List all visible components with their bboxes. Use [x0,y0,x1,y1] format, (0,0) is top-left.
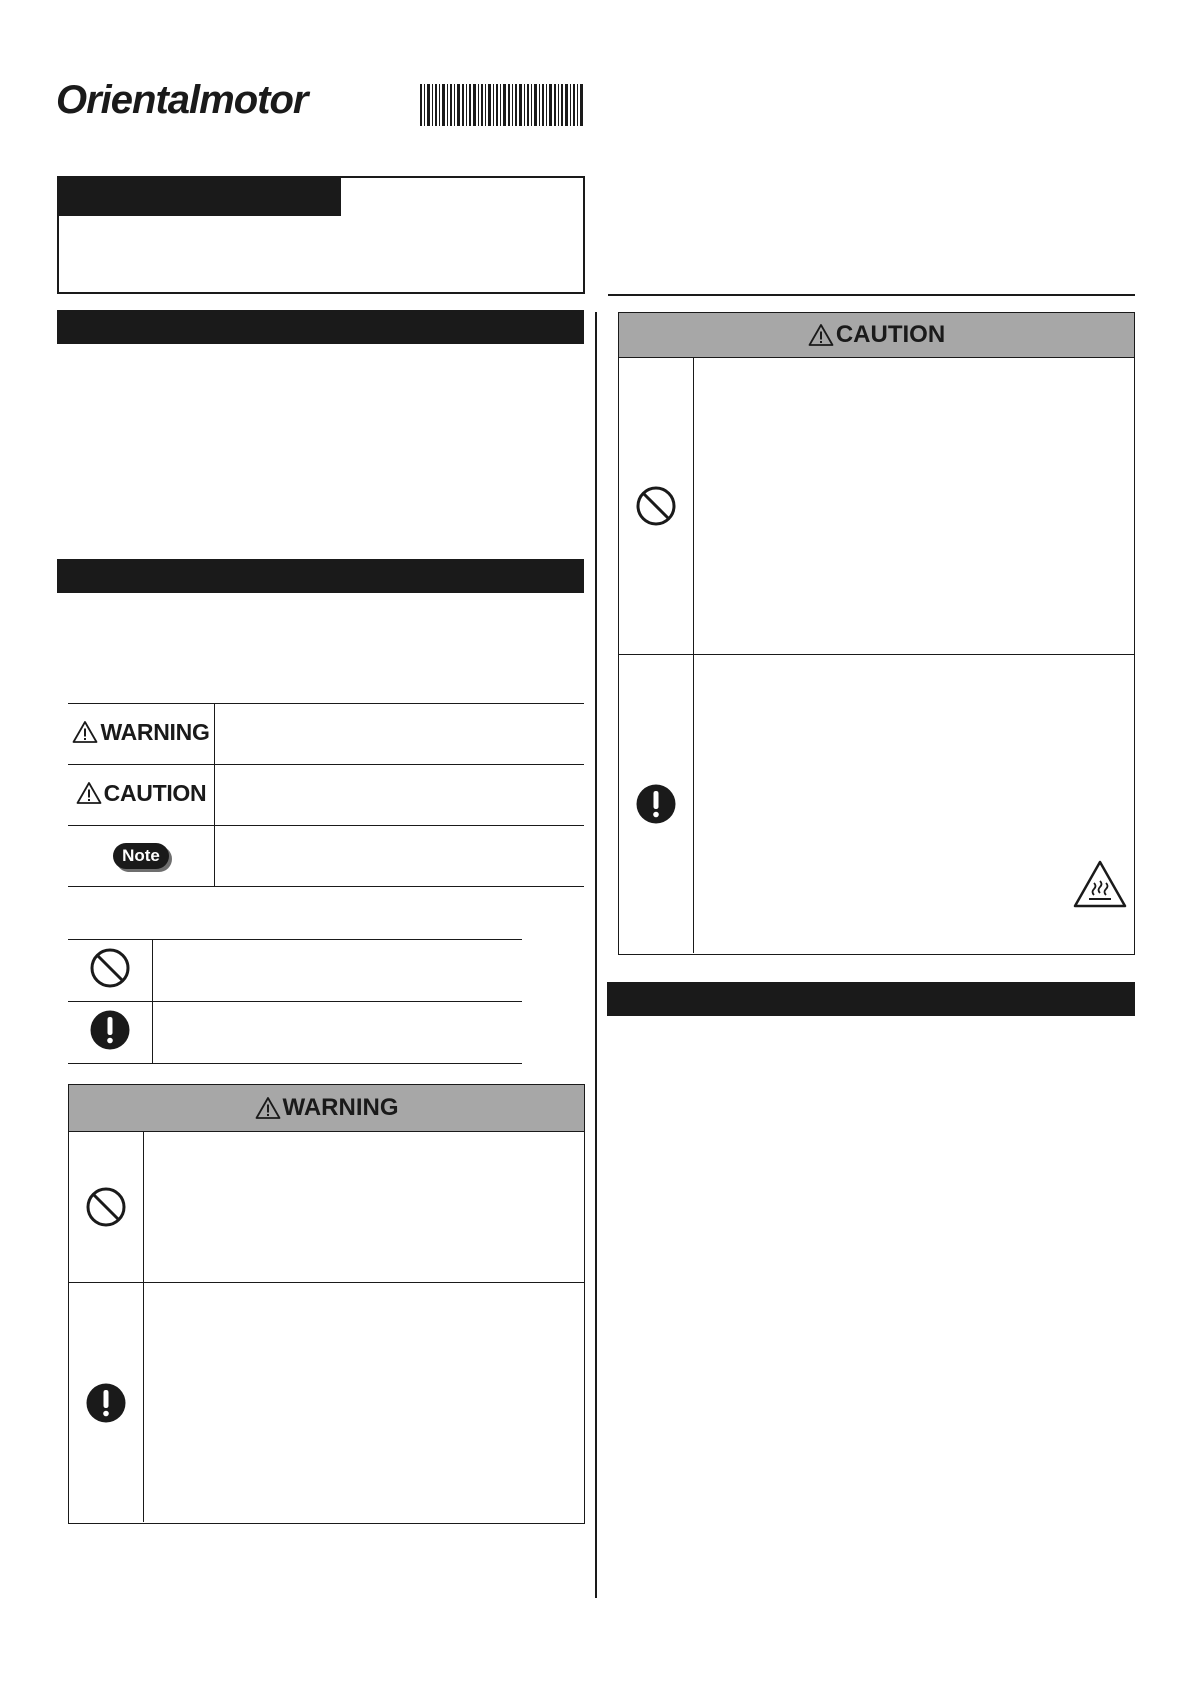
symbol-row-prohibition [68,940,522,1002]
symbol-row-mandatory [68,1002,522,1064]
alert-triangle-icon [72,720,98,744]
warning-prohibition-row [69,1132,584,1282]
mandatory-action-icon [89,1009,131,1051]
prohibition-icon [89,947,131,989]
caution-description [215,765,585,826]
alert-triangle-icon [76,781,102,805]
caution-panel-header [619,313,1134,358]
prohibition-icon [635,485,677,527]
symbol-table [68,939,522,1064]
warning-panel-title: WARNING [282,1094,399,1121]
warning-mandatory-row [69,1282,584,1522]
mandatory-action-icon [85,1382,127,1424]
alert-triangle-icon [808,323,834,347]
mandatory-action-icon [635,783,677,825]
warning-panel-header [69,1085,584,1132]
section-header-bar [57,559,584,593]
warning-description [215,704,585,765]
signal-row-note [68,826,584,887]
caution-panel-title: CAUTION [835,321,946,348]
signal-row-caution [68,765,584,826]
title-tab [57,176,341,216]
warning-panel [68,1084,585,1524]
section-header-bar [607,982,1135,1016]
barcode [420,84,585,126]
prohibition-description [153,940,523,1002]
caution-panel [618,312,1135,955]
note-description [215,826,585,887]
caution-label [76,780,207,807]
note-badge: Note [113,843,169,869]
alert-triangle-icon [255,1096,281,1120]
mandatory-description [153,1002,523,1064]
brand-logo: Orientalmotor [56,78,308,122]
caution-prohibition-row [619,358,1134,654]
caution-mandatory-row [619,654,1134,953]
column-divider [595,312,597,1598]
signal-word-table [68,703,584,887]
signal-row-warning [68,704,584,765]
warning-text: WARNING [100,718,210,745]
section-header-bar [57,310,584,344]
warning-label [72,719,209,746]
right-column-rule [608,294,1135,296]
caution-text: CAUTION [103,779,207,806]
hot-surface-icon [1072,859,1128,909]
prohibition-icon [85,1186,127,1228]
